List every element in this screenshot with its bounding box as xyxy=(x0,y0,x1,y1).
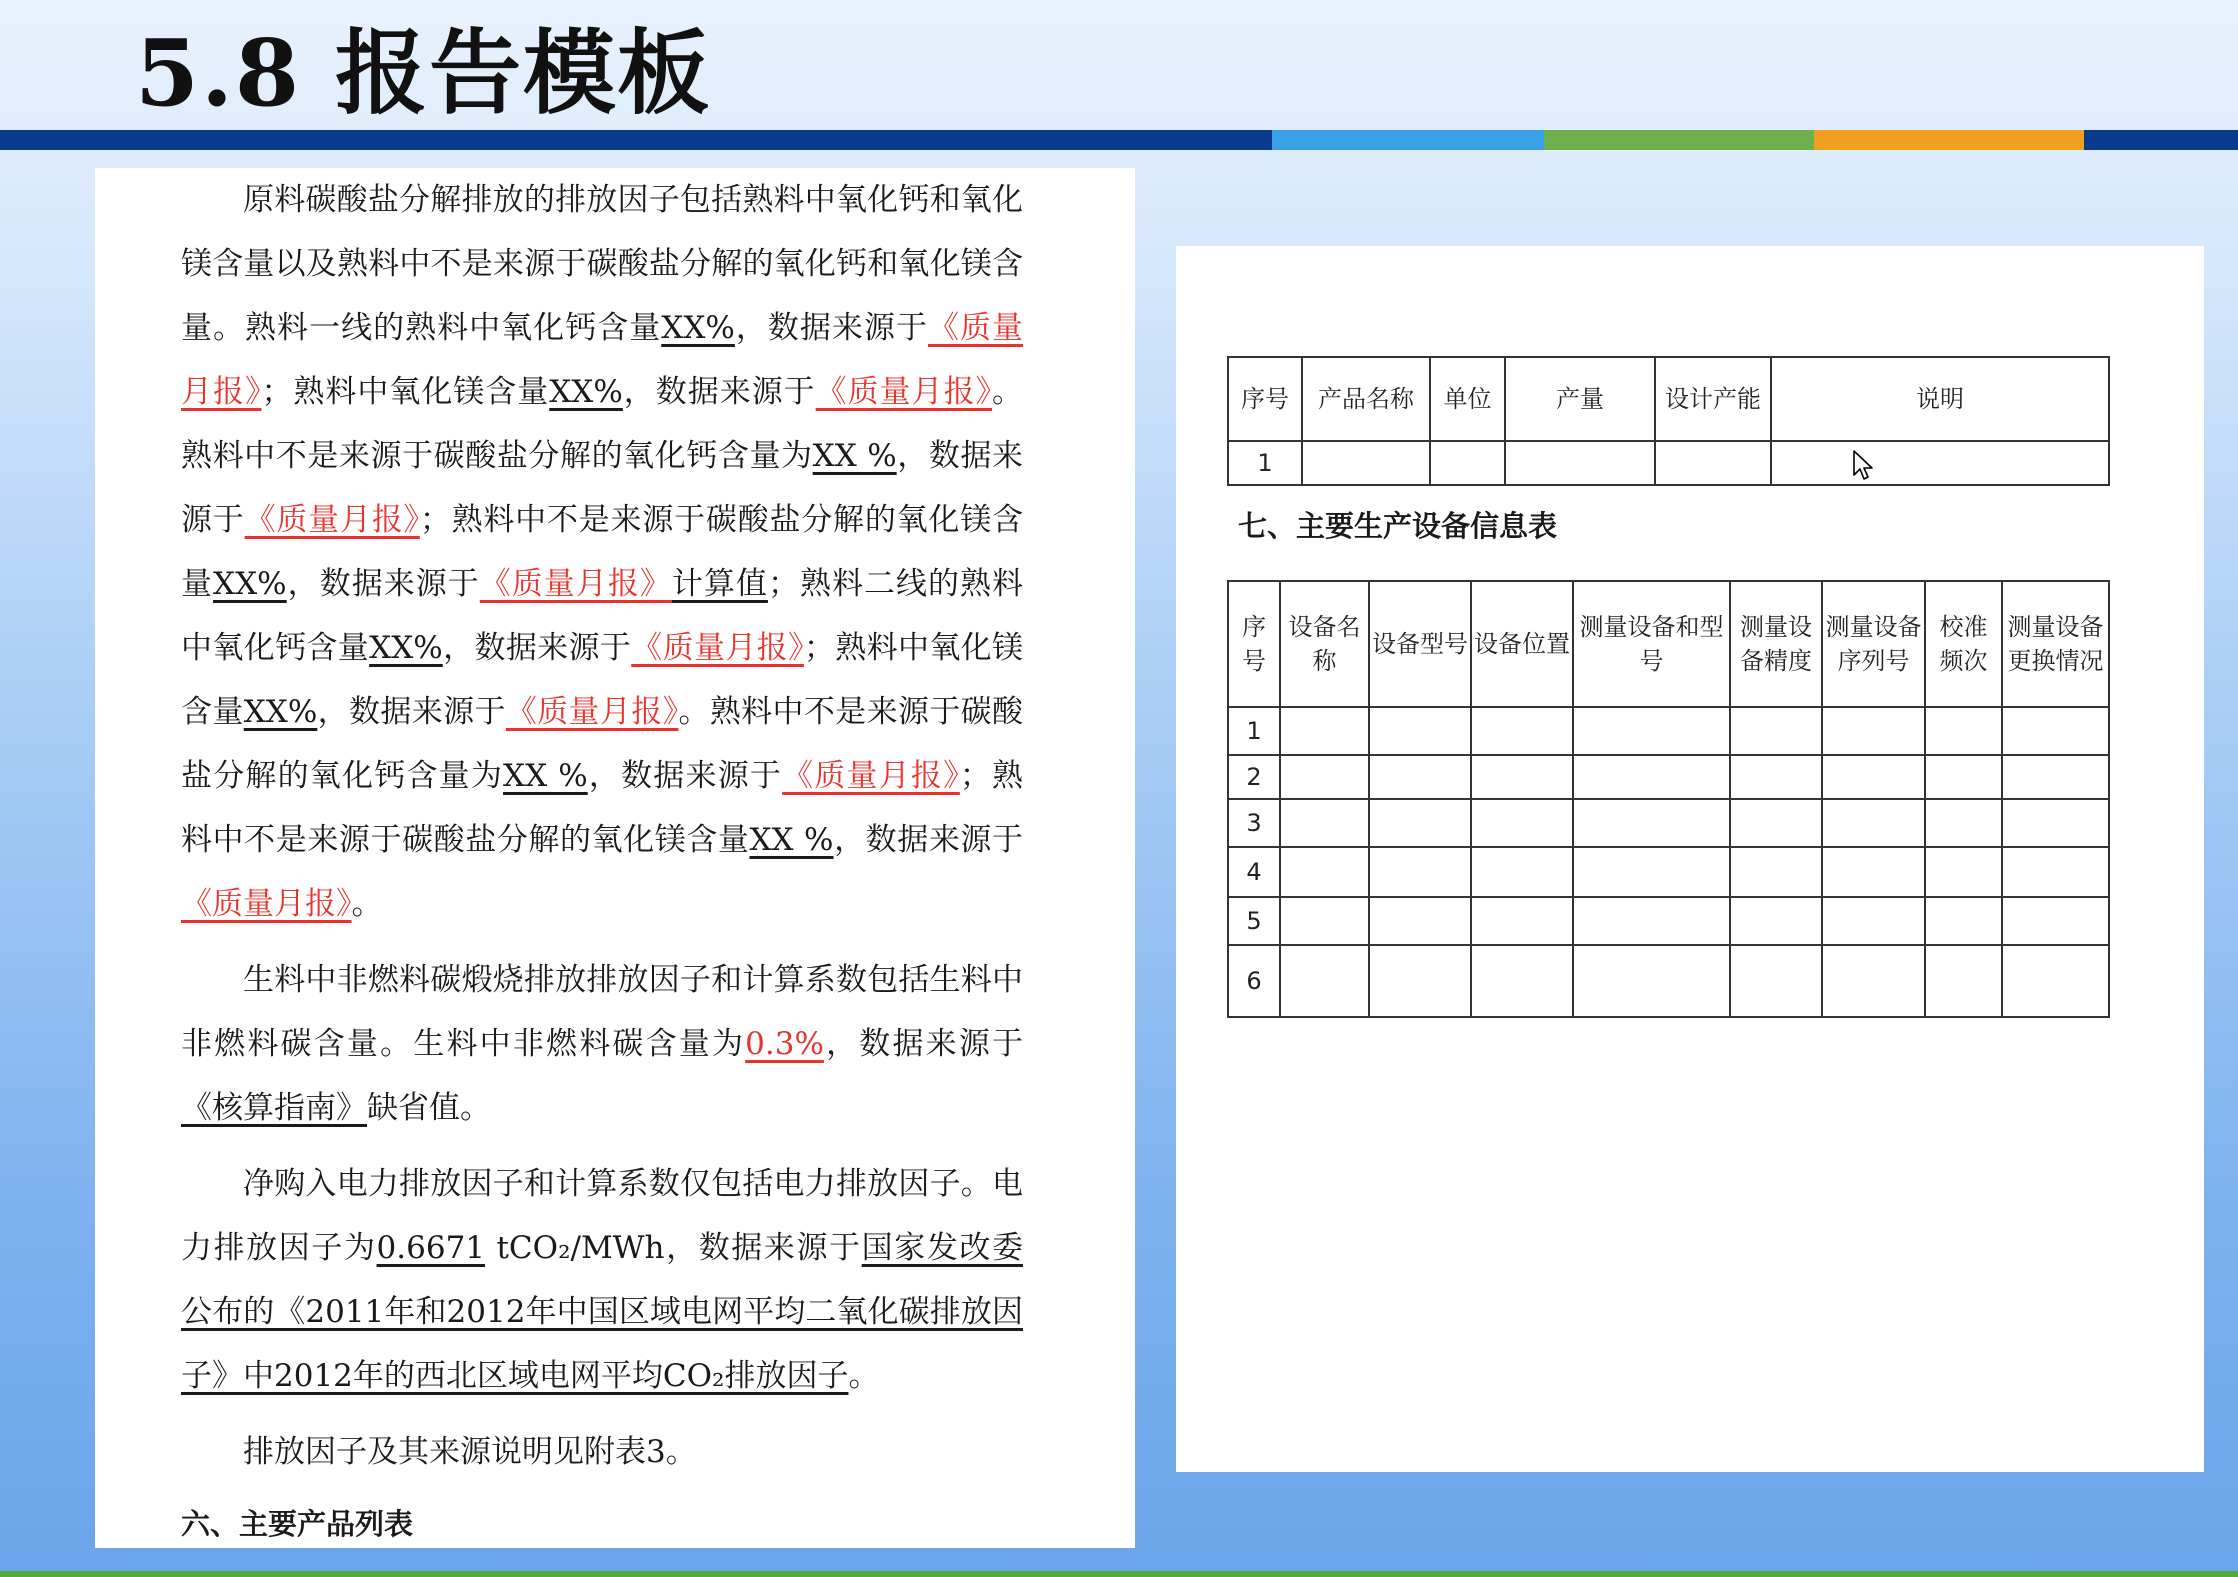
text: ；熟料中氧化镁含量 xyxy=(261,374,550,410)
column-header: 产品名称 xyxy=(1302,357,1430,441)
product-table xyxy=(1227,356,2110,486)
table-cell xyxy=(1471,799,1573,847)
table-row xyxy=(1228,707,2109,755)
table-cell xyxy=(1573,799,1730,847)
carbon-content-value: 0.3% xyxy=(745,1026,824,1062)
column-header: 说明 xyxy=(1771,357,2109,441)
table-cell xyxy=(1925,799,2002,847)
column-header: 测量设备更换情况 xyxy=(2002,581,2109,707)
table-cell xyxy=(1573,707,1730,755)
text: ，数据来源于 xyxy=(833,822,1024,858)
placeholder-value: XX % xyxy=(749,822,834,858)
placeholder-value: XX% xyxy=(213,566,287,602)
table-cell xyxy=(1280,707,1369,755)
table-cell xyxy=(1822,707,1925,755)
table-cell: 1 xyxy=(1228,707,1280,755)
color-bar-segment xyxy=(2084,130,2238,150)
table-cell xyxy=(1822,897,1925,945)
color-bar-segment xyxy=(1272,130,1544,150)
table-cell xyxy=(1573,847,1730,897)
table-cell: 6 xyxy=(1228,945,1280,1017)
table-cell xyxy=(1505,441,1655,485)
table-cell xyxy=(1730,707,1822,755)
table-cell xyxy=(1822,847,1925,897)
text: 。 xyxy=(351,886,383,922)
source-reference: 《质量月报》 xyxy=(815,374,993,410)
text: ，数据来源于 xyxy=(286,566,480,602)
table-cell xyxy=(1280,799,1369,847)
table-cell xyxy=(1771,441,2109,485)
table-cell xyxy=(1280,945,1369,1017)
table-cell xyxy=(2002,945,2109,1017)
table-cell xyxy=(1822,755,1925,799)
table-cell: 5 xyxy=(1228,897,1280,945)
column-header: 测量设备精度 xyxy=(1730,581,1822,707)
table-cell xyxy=(1369,847,1471,897)
bottom-accent-line xyxy=(0,1571,2238,1577)
table-cell xyxy=(1471,847,1573,897)
table-cell xyxy=(2002,707,2109,755)
table-cell xyxy=(1925,945,2002,1017)
text: tCO₂/MWh，数据来源于 xyxy=(485,1230,862,1266)
paragraph-electricity-factor xyxy=(181,1152,1023,1408)
table-header-row xyxy=(1228,581,2109,707)
section-heading-equipment-info: 七、主要生产设备信息表 xyxy=(1238,509,1558,543)
table-row xyxy=(1228,945,2109,1017)
table-cell xyxy=(1730,945,1822,1017)
table-cell xyxy=(1925,897,2002,945)
right-document-page xyxy=(1176,246,2204,1472)
source-reference: 《质量月报》 xyxy=(181,886,352,922)
text: ；熟料中不是来源于碳酸盐分解的氧化镁含量 xyxy=(181,502,1024,602)
emission-factor-value: 0.6671 xyxy=(376,1230,486,1266)
table-cell xyxy=(1369,707,1471,755)
table-cell xyxy=(1280,847,1369,897)
left-document-page xyxy=(95,168,1135,1548)
placeholder-value: XX % xyxy=(503,758,588,794)
table-cell: 1 xyxy=(1228,441,1302,485)
text: ，数据来源于 xyxy=(734,310,928,346)
column-header: 校准频次 xyxy=(1925,581,2002,707)
title-color-bar xyxy=(0,130,2238,150)
table-cell xyxy=(1822,799,1925,847)
table-cell: 4 xyxy=(1228,847,1280,897)
placeholder-value: XX % xyxy=(812,438,897,474)
paragraph-appendix-note: 排放因子及其来源说明见附表3。 xyxy=(243,1434,697,1470)
table-row xyxy=(1228,799,2109,847)
placeholder-value: XX% xyxy=(369,630,443,666)
table-cell xyxy=(1430,441,1505,485)
column-header: 序号 xyxy=(1228,357,1302,441)
table-cell xyxy=(1471,707,1573,755)
source-reference: 《质量月报》 xyxy=(782,758,960,794)
text: 。 xyxy=(848,1358,880,1394)
table-cell xyxy=(1573,897,1730,945)
text: ；熟料中不是来源于碳酸盐分解的氧化镁含量 xyxy=(181,758,1024,858)
table-cell xyxy=(1822,945,1925,1017)
column-header: 设备位置 xyxy=(1471,581,1573,707)
source-reference: 《质量月报》 xyxy=(505,694,679,730)
column-header: 测量设备序列号 xyxy=(1822,581,1925,707)
table-cell xyxy=(2002,897,2109,945)
column-header: 单位 xyxy=(1430,357,1505,441)
source-reference: 《质量月报》 xyxy=(479,566,672,602)
mouse-cursor-icon xyxy=(1853,450,1873,482)
color-bar-segment xyxy=(1814,130,2084,150)
text: 缺省值。 xyxy=(367,1090,491,1126)
table-cell xyxy=(1302,441,1430,485)
text: ，数据来源于 xyxy=(823,1026,1024,1062)
table-cell xyxy=(1471,945,1573,1017)
table-cell: 3 xyxy=(1228,799,1280,847)
table-cell xyxy=(1730,897,1822,945)
text: ，数据来源于 xyxy=(181,438,1023,538)
paragraph-raw-meal-carbon xyxy=(181,948,1023,1140)
source-reference: 《核算指南》 xyxy=(181,1090,367,1126)
equipment-table xyxy=(1227,580,2110,1018)
table-cell xyxy=(1573,945,1730,1017)
table-cell xyxy=(1471,755,1573,799)
table-cell xyxy=(1655,441,1771,485)
column-header: 设备名称 xyxy=(1280,581,1369,707)
table-cell xyxy=(1730,799,1822,847)
column-header: 序号 xyxy=(1228,581,1280,707)
table-cell xyxy=(1280,755,1369,799)
column-header: 设备型号 xyxy=(1369,581,1471,707)
color-bar-segment xyxy=(0,130,1272,150)
table-cell xyxy=(2002,847,2109,897)
text: ，数据来源于 xyxy=(587,758,783,794)
table-cell xyxy=(1925,847,2002,897)
paragraph-raw-material-carbonate xyxy=(181,168,1023,936)
text: 。熟料中不是来源于碳酸盐分解的氧化钙含量为 xyxy=(181,374,1024,474)
table-cell xyxy=(1925,707,2002,755)
table-cell xyxy=(2002,799,2109,847)
column-header: 设计产能 xyxy=(1655,357,1771,441)
section-heading-product-list: 六、主要产品列表 xyxy=(181,1507,414,1541)
text: ，数据来源于 xyxy=(622,374,816,410)
text: 。熟料中不是来源于碳酸盐分解的氧化钙含量为 xyxy=(181,694,1024,794)
table-cell xyxy=(1730,755,1822,799)
text: ，数据来源于 xyxy=(317,694,506,730)
table-cell xyxy=(1369,755,1471,799)
table-row xyxy=(1228,755,2109,799)
source-reference: 《质量月报》 xyxy=(631,630,804,666)
table-row xyxy=(1228,847,2109,897)
column-header: 产量 xyxy=(1505,357,1655,441)
table-cell xyxy=(1471,897,1573,945)
text: 原料碳酸盐分解排放的排放因子包括熟料中氧化钙和氧化镁含量以及熟料中不是来源于碳酸盐分解的氧化钙和氧化镁含量。熟料一线的熟料中氧化钙含量 xyxy=(181,182,1023,346)
slide-title: 5.8 报告模板 xyxy=(135,19,712,127)
table-cell xyxy=(1730,847,1822,897)
color-bar-segment xyxy=(1544,130,1814,150)
table-cell xyxy=(1573,755,1730,799)
source-reference: 《质量月报》 xyxy=(244,502,420,538)
table-header-row xyxy=(1228,357,2109,441)
table-cell xyxy=(2002,755,2109,799)
placeholder-value: XX% xyxy=(549,374,623,410)
table-cell: 2 xyxy=(1228,755,1280,799)
table-cell xyxy=(1369,799,1471,847)
table-cell xyxy=(1280,897,1369,945)
text: ，数据来源于 xyxy=(442,630,632,666)
text: ；熟料二线的熟料中氧化钙含量 xyxy=(181,566,1024,666)
table-row xyxy=(1228,897,2109,945)
table-row xyxy=(1228,441,2109,485)
underlined-text: 计算值 xyxy=(671,566,768,602)
table-cell xyxy=(1369,945,1471,1017)
source-reference: 《质量月报》 xyxy=(181,310,1024,410)
table-cell xyxy=(1369,897,1471,945)
placeholder-value: XX% xyxy=(661,310,735,346)
text: 净购入电力排放因子和计算系数仅包括电力排放因子。电力排放因子为 xyxy=(181,1166,1023,1266)
column-header: 测量设备和型号 xyxy=(1573,581,1730,707)
placeholder-value: XX% xyxy=(243,694,318,730)
text: ；熟料中氧化镁含量 xyxy=(181,630,1024,730)
table-cell xyxy=(1925,755,2002,799)
text: 生料中非燃料碳煅烧排放排放因子和计算系数包括生料中非燃料碳含量。生料中非燃料碳含量为 xyxy=(181,962,1023,1062)
source-reference: 国家发改委公布的《2011年和2012年中国区域电网平均二氧化碳排放因子》中2012年的西北区域电网平均CO₂排放因子 xyxy=(181,1230,1024,1394)
